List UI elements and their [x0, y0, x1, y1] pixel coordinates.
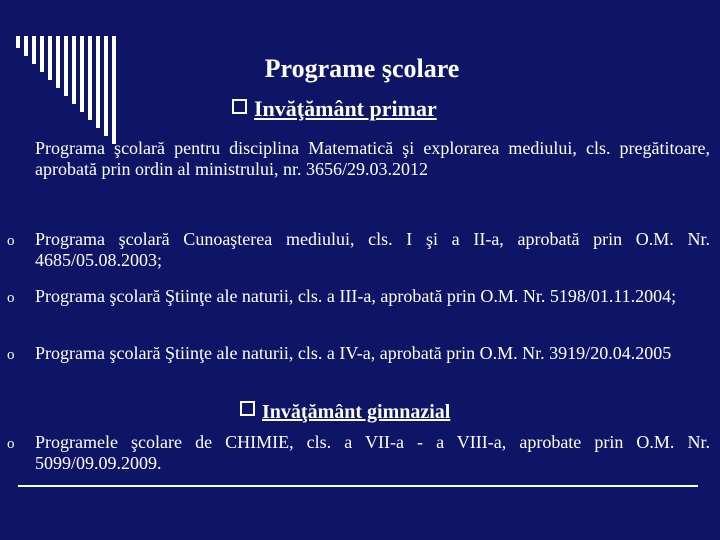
list-item: Programa şcolară pentru disciplina Matematică şi explorarea mediului, cls. pregătitoare, aprobată prin ordin al ministrului, nr. 3656/29.03.2012 — [35, 138, 710, 179]
square-bullet-icon — [240, 401, 255, 416]
bullet-icon: o — [7, 233, 15, 249]
list-item: Programa şcolară Ştiinţe ale naturii, cls. a IV-a, aprobată prin O.M. Nr. 3919/20.04.2005 — [35, 343, 672, 363]
decorative-stripes — [16, 36, 136, 146]
section-heading-gymnasium — [240, 401, 450, 424]
bullet-icon: o — [7, 347, 15, 363]
bullet-icon: o — [7, 436, 15, 452]
bullet-icon: o — [7, 290, 15, 306]
section-heading-gymnasium-label: Invăţământ gimnazial — [262, 401, 451, 423]
divider — [18, 485, 698, 487]
list-item: Programele şcolare de CHIMIE, cls. a VII-a - a VIII-a, aprobate prin O.M. Nr. 5099/09.09.2009. — [35, 432, 710, 473]
list-item: Programa şcolară Cunoaşterea mediului, cls. I şi a II-a, aprobată prin O.M. Nr. 4685/05.08.2003; — [35, 229, 710, 270]
section-heading-primary — [232, 96, 437, 122]
section-heading-primary-label: Invăţământ primar — [254, 96, 437, 121]
slide-title: Programe şcolare — [264, 54, 460, 83]
square-bullet-icon — [232, 99, 247, 114]
list-item: Programa şcolară Ştiinţe ale naturii, cls. a III-a, aprobată prin O.M. Nr. 5198/01.11.2004; — [35, 286, 677, 306]
